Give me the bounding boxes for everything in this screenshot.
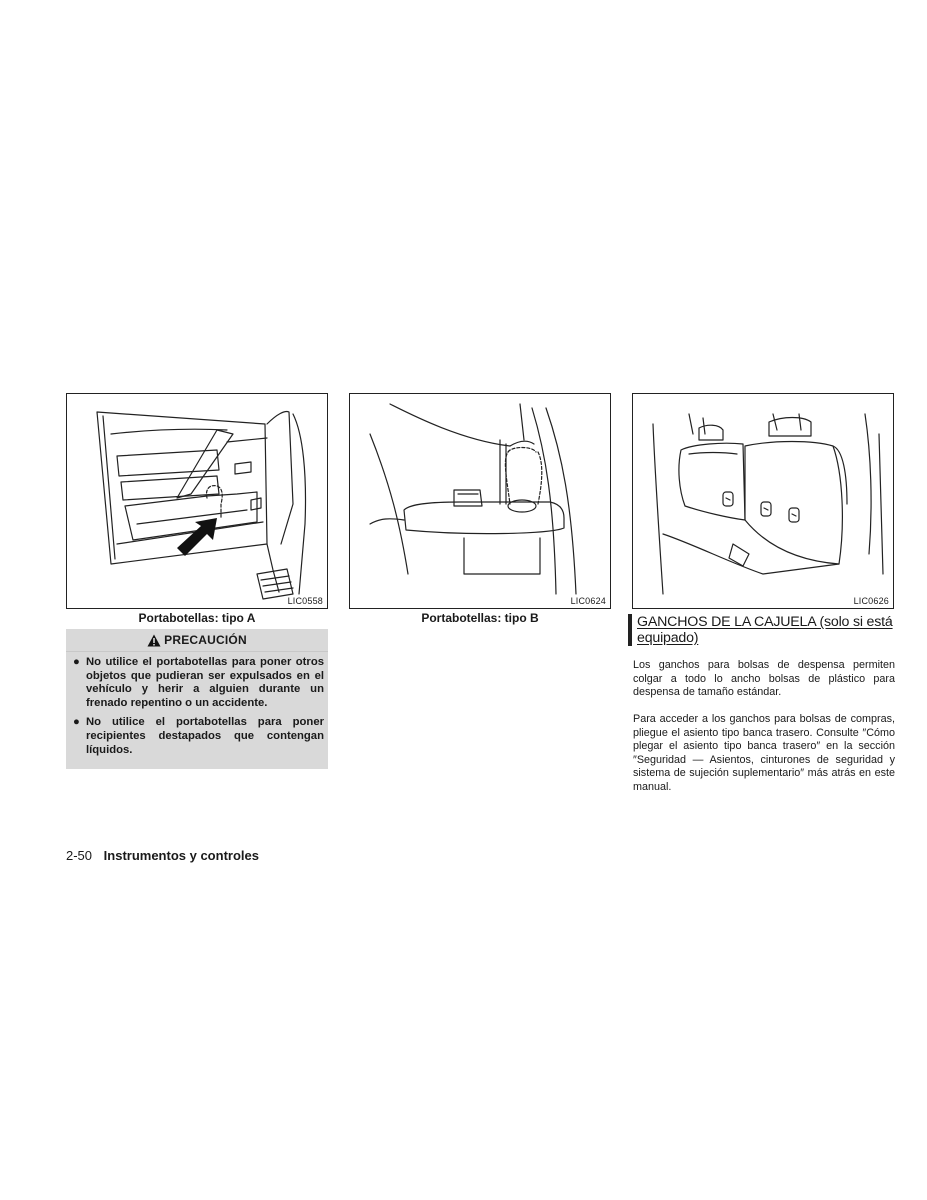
caution-header [66,629,328,651]
figure-bottle-holder-type-b [349,393,611,609]
page-footer [66,848,259,863]
door-illustration-b [350,394,610,608]
figure-bottle-holder-type-a [66,393,328,609]
caution-body [66,651,328,769]
figure-cargo-hooks [632,393,894,609]
seat-hooks-illustration [633,394,893,608]
caution-list [70,656,324,757]
caution-item-text: No utilice el portabotellas para poner recipientes destapados que contengan líquidos. [86,716,324,756]
figure-code: LIC0626 [853,596,889,606]
section-paragraph: Para acceder a los ganchos para bolsas de compras, pliegue el asiento tipo banca trasero. Consulte ″Cómo plegar el asiento tipo banca trasero″ en la sección ″Seguridad — Asientos, cinturones de seguridad y sistema de sujeción suplementario″ más atrás en este manual. [633,713,895,793]
bullet-icon: ● [73,716,80,729]
warning-triangle-icon [147,634,161,647]
caution-item-text: No utilice el portabotellas para poner otros objetos que pudieran ser expulsados en el vehículo y herir a alguien durante un frenado repentino o un accidente. [86,656,324,709]
caution-item [70,716,324,757]
figure-caption: Portabotellas: tipo A [138,611,256,625]
page-number: 2-50 [66,848,93,863]
section-title: GANCHOS DE LA CAJUELA (solo si está equipado) [628,614,899,646]
caution-item [70,656,324,710]
section-paragraph: Los ganchos para bolsas de despensa permiten colgar a todo lo ancho bolsas de plástico para despensa de tamaño estándar. [633,659,895,699]
caution-title: PRECAUCIÓN [164,633,247,647]
figure-code: LIC0624 [570,596,606,606]
caution-box [66,629,328,769]
door-illustration-a [67,394,327,608]
chapter-title: Instrumentos y controles [103,848,259,863]
figure-caption: Portabotellas: tipo B [421,611,539,625]
figure-code: LIC0558 [287,596,323,606]
bullet-icon: ● [73,656,80,668]
